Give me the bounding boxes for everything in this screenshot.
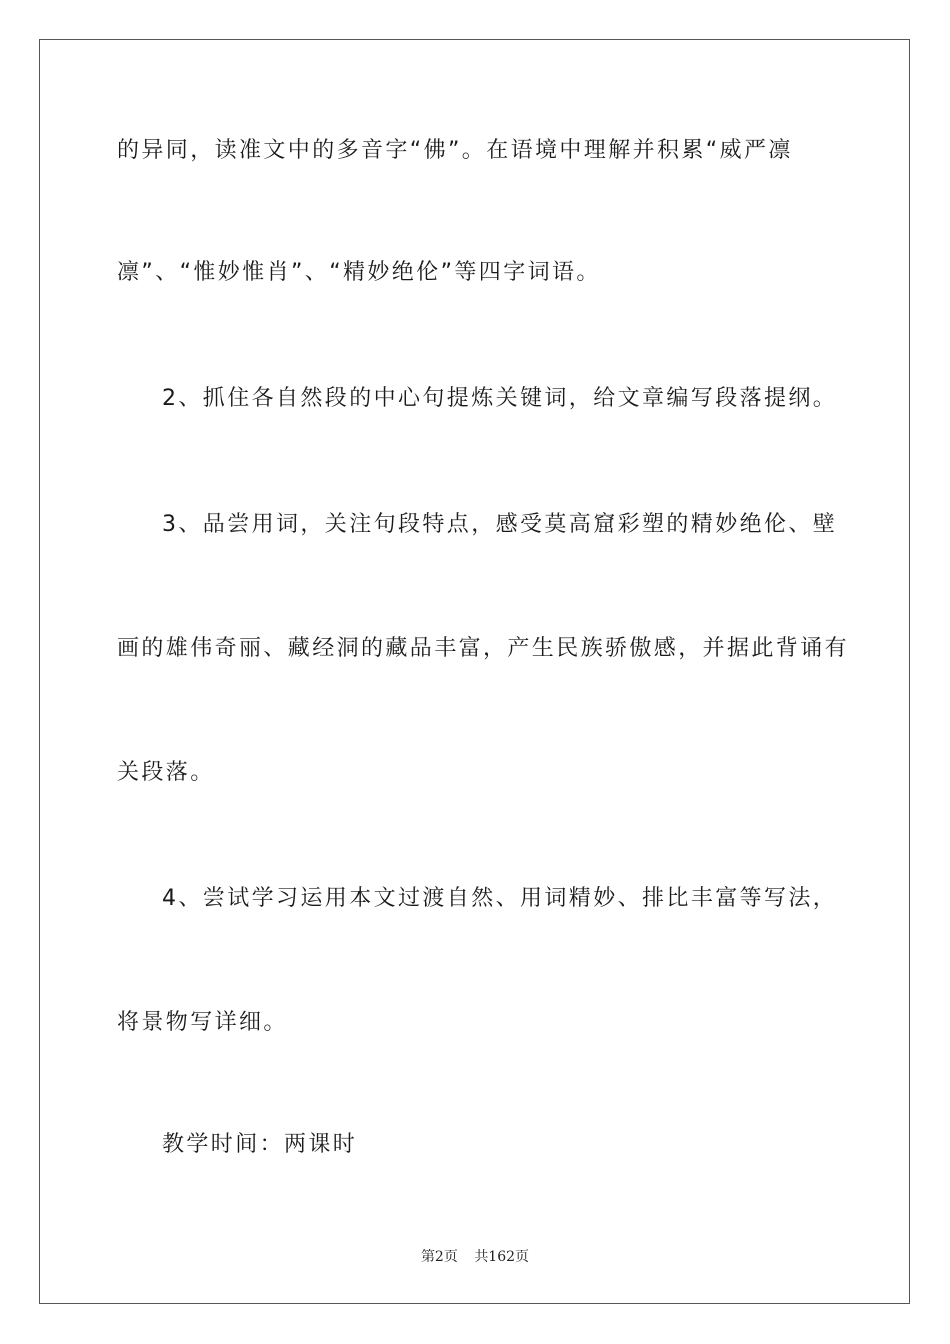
text-line: 的异同，读准文中的多音字“佛”。在语境中理解并积累“威严凛 (117, 138, 793, 163)
page-number: 第2页 (420, 1249, 458, 1265)
text-line: 3、品尝用词，关注句段特点，感受莫高窟彩塑的精妙绝伦、壁 (162, 512, 838, 537)
text-line: 将景物写详细。 (117, 1010, 288, 1035)
text-line: 教学时间：两课时 (162, 1132, 358, 1157)
page-footer (0, 1246, 950, 1266)
text-line: 画的雄伟奇丽、藏经洞的藏品丰富，产生民族骄傲感，并据此背诵有 (117, 636, 850, 661)
page-total: 共162页 (474, 1249, 530, 1265)
text-line: 4、尝试学习运用本文过渡自然、用词精妙、排比丰富等写法， (162, 886, 838, 911)
text-line: 凛”、“惟妙惟肖”、“精妙绝伦”等四字词语。 (117, 260, 601, 285)
text-line: 2、抓住各自然段的中心句提炼关键词，给文章编写段落提纲。 (162, 386, 838, 411)
page-border (39, 39, 910, 1304)
text-line: 关段落。 (117, 760, 215, 785)
